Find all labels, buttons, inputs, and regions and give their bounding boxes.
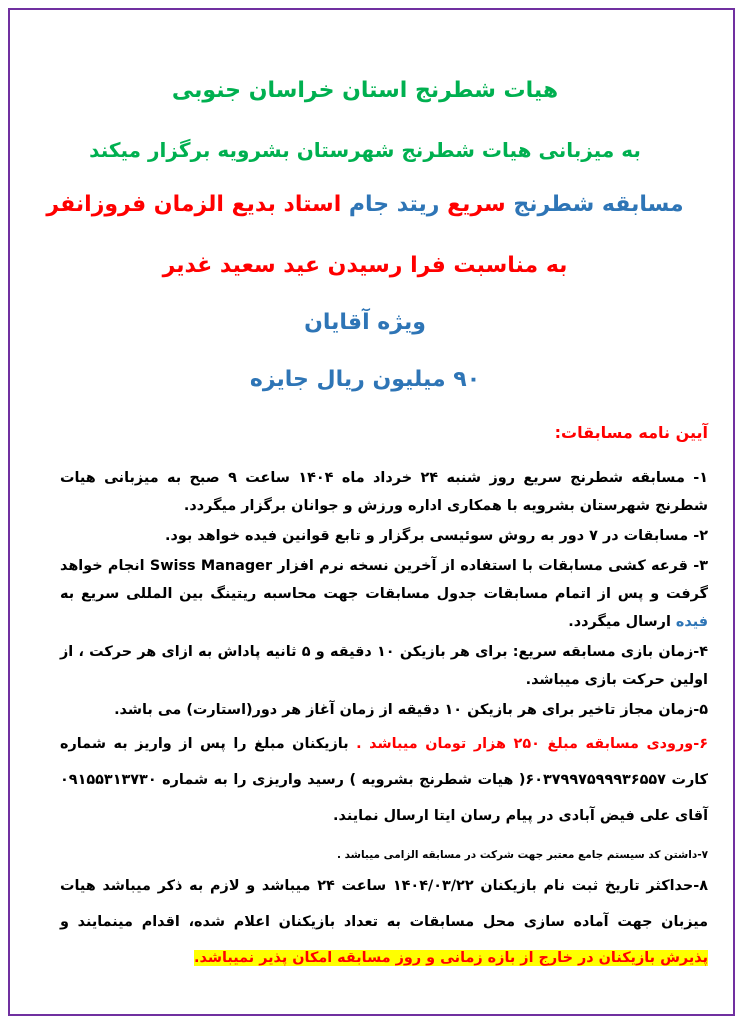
- tournament-name-part-b: سریع: [439, 192, 506, 217]
- rule-3-fida: فیده: [675, 614, 708, 630]
- rules-header: آیین نامه مسابقات:: [554, 423, 708, 442]
- rule-4: ۴-زمان بازی مسابقه سریع: برای هر بازیکن ۱۰ دقیقه و ۵ ثانیه پاداش به ازای هر حرکت ، از اولین حرکت بازی میباشد.: [60, 644, 708, 688]
- prize-line: ۹۰ میلیون ریال جایزه: [249, 367, 481, 392]
- rule-2: ۲- مسابقات در ۷ دور به روش سوئیسی برگزار و تابع قوانین فیده خواهد بود.: [165, 528, 708, 544]
- rule-6: [60, 726, 708, 834]
- rule-8-text: ۸-حداکثر تاریخ ثبت نام بازیکنان ۱۴۰۴/۰۳/۲۲ ساعت ۲۴ میباشد و لازم به ذکر میباشد هیات میزبان جهت آماده سازی محل مسابقات به تعداد بازیکنان اعلام شده، اقدام مینمایند و: [60, 878, 708, 930]
- audience-line: ویژه آقایان: [304, 310, 426, 335]
- rule-3: [60, 552, 708, 636]
- rules-list: [60, 464, 708, 978]
- host-line: به میزبانی هیات شطرنج شهرستان بشرویه برگزار میکند: [89, 138, 641, 162]
- rule-6-fee: ۶-ورودی مسابقه مبلغ ۲۵۰ هزار تومان میباشد .: [356, 736, 709, 752]
- federation-title: هیات شطرنج استان خراسان جنوبی: [171, 78, 559, 103]
- rule-5: ۵-زمان مجاز تاخیر برای هر بازیکن ۱۰ دقیقه از زمان آغاز هر دور(استارت) می باشد.: [114, 702, 708, 718]
- tournament-name: [40, 192, 690, 217]
- tournament-name-part-a: مسابقه شطرنج: [505, 192, 684, 217]
- tournament-name-part-c: ریتد جام: [341, 192, 440, 217]
- rule-6-payment: بازیکنان مبلغ را پس از واریز به شماره کارت ۶۰۳۷۹۹۷۵۹۹۹۳۶۵۵۷( هیات شطرنج بشرویه ) رسید واریزی را به شماره ۰۹۱۵۵۳۱۳۷۳۰ آقای علی فیض آبادی در پیام رسان ایتا ارسال نمایند.: [60, 736, 708, 824]
- rule-8-highlight: پذیرش بازیکنان در خارج از بازه زمانی و روز مسابقه امکان پذیر نمیباشد.: [194, 950, 708, 966]
- tournament-name-part-d: استاد بدیع الزمان فروزانفر: [46, 192, 342, 217]
- rule-1: ۱- مسابقه شطرنج سریع روز شنبه ۲۴ خرداد ماه ۱۴۰۴ ساعت ۹ صبح به میزبانی هیات شطرنج شهرستان بشرویه با همکاری اداره ورزش و جوانان برگزار میگردد.: [60, 470, 709, 514]
- occasion-line: به مناسبت فرا رسیدن عید سعید غدیر: [162, 253, 568, 278]
- rule-8: [60, 868, 708, 976]
- rule-3-text-a: ۳- قرعه کشی مسابقات با استفاده از آخرین نسخه نرم افزار Swiss Manager انجام خواهد گرفت و پس از اتمام مسابقات جدول مسابقات جهت محاسبه ریتینگ بین المللی سریع به: [60, 558, 708, 602]
- rule-3-text-b: ارسال میگردد.: [568, 614, 676, 630]
- rule-7: ۷-داشتن کد سیستم جامع معتبر جهت شرکت در مسابقه الزامی میباشد .: [336, 849, 708, 861]
